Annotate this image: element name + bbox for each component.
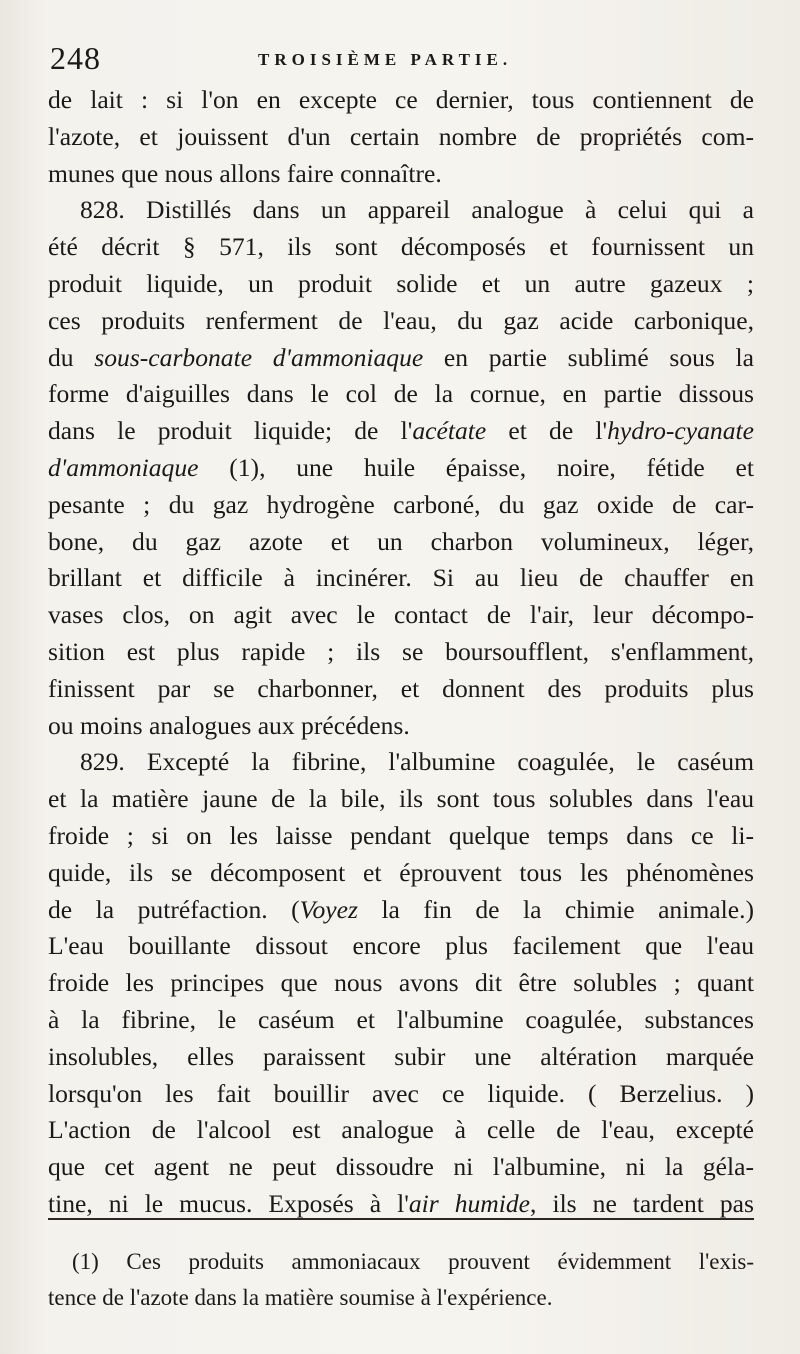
footnote-rule [48, 1218, 754, 1220]
text-line: vases clos, on agit avec le contact de l'air, leur décompo- [48, 600, 754, 630]
text-line: et la matière jaune de la bile, ils sont tous solubles dans l'eau [48, 784, 754, 814]
body-text [48, 82, 754, 1223]
text-line: pesante ; du gaz hydrogène carboné, du gaz oxide de car- [48, 489, 754, 519]
text-line: forme d'aiguilles dans le col de la cornue, en partie dissous [48, 379, 754, 409]
text-line: L'action de l'alcool est analogue à celle de l'eau, excepté [48, 1115, 754, 1145]
footnote-line: (1) Ces produits ammoniacaux prouvent évidemment l'exis- [72, 1249, 754, 1274]
text-line: ou moins analogues aux précédens. [48, 710, 410, 740]
text-line: munes que nous allons faire connaître. [48, 158, 442, 188]
text-line: l'azote, et jouissent d'un certain nombre de propriétés com- [48, 121, 754, 151]
text-line: du sous-carbonate d'ammoniaque en partie sublimé sous la [48, 342, 755, 372]
text-line: produit liquide, un produit solide et un autre gazeux ; [48, 268, 754, 298]
text-line: été décrit § 571, ils sont décomposés et fournissent un [48, 232, 754, 262]
page-header [50, 36, 750, 80]
text-line: dans le produit liquide; de l'acétate et de l'hydro-cyanate [48, 416, 754, 446]
text-line: lorsqu'on les fait bouillir avec ce liquide. ( Berzelius. ) [48, 1078, 754, 1108]
text-line: d'ammoniaque (1), une huile épaisse, noire, fétide et [48, 452, 754, 482]
footnote-line: tence de l'azote dans la matière soumise à l'expérience. [48, 1285, 553, 1310]
page-number: 248 [50, 40, 101, 76]
text-line: de lait : si l'on en excepte ce dernier, tous contiennent de [48, 85, 754, 114]
text-line: L'eau bouillante dissout encore plus facilement que l'eau [48, 931, 754, 961]
text-line: de la putréfaction. (Voyez la fin de la chimie animale.) [48, 894, 754, 924]
text-line: froide ; si on les laisse pendant quelque temps dans ce li- [48, 820, 754, 850]
paragraph-829-start: 829. Excepté la fibrine, l'albumine coagulée, le caséum [80, 747, 754, 777]
text-line: insolubles, elles paraissent subir une altération marquée [48, 1041, 754, 1071]
footnotes [48, 1244, 754, 1316]
text-line: finissent par se charbonner, et donnent des produits plus [48, 673, 754, 703]
text-line: quide, ils se décomposent et éprouvent tous les phénomènes [48, 857, 754, 887]
text-line: à la fibrine, le caséum et l'albumine coagulée, substances [48, 1004, 754, 1034]
running-head: TROISIÈME PARTIE. [258, 50, 513, 69]
text-line: que cet agent ne peut dissoudre ni l'albumine, ni la géla- [48, 1152, 754, 1182]
text-line: froide les principes que nous avons dit être solubles ; quant [48, 968, 754, 998]
text-line: tine, ni le mucus. Exposés à l'air humide, ils ne tardent pas [48, 1188, 754, 1218]
text-line: ces produits renferment de l'eau, du gaz acide carbonique, [48, 305, 754, 335]
paragraph-828-start: 828. Distillés dans un appareil analogue à celui qui a [80, 195, 754, 225]
text-line: bone, du gaz azote et un charbon volumineux, léger, [48, 526, 754, 556]
text-line: brillant et difficile à incinérer. Si au lieu de chauffer en [48, 563, 754, 593]
text-line: sition est plus rapide ; ils se boursoufflent, s'enflamment, [48, 636, 754, 666]
